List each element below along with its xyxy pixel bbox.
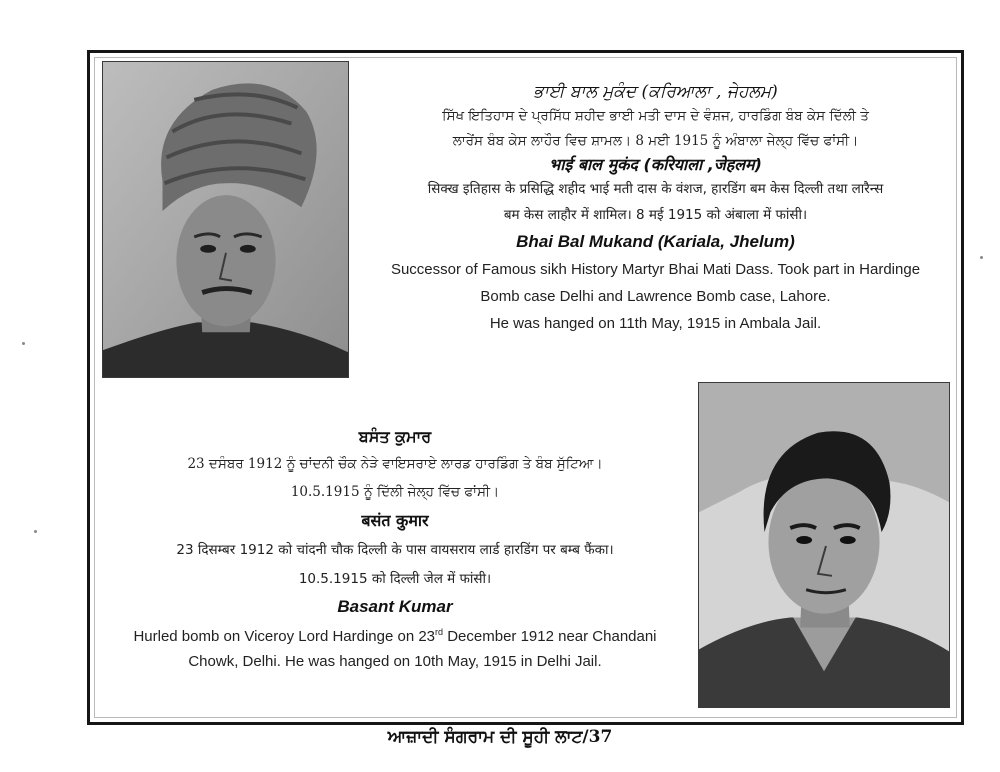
english-line: Successor of Famous sikh History Martyr Bhai Mati Dass. Took part in Hardinge	[390, 261, 921, 278]
entry-basant-kumar	[100, 424, 690, 674]
hindi-line: बम केस लाहौर में शामिल। 8 मई 1915 को अंबाला में फांसी।	[503, 207, 808, 223]
english-line: Bomb case Delhi and Lawrence Bomb case, Lahore.	[480, 288, 831, 305]
punjabi-title: ਬਸੰਤ ਕੁਮਾਰ	[358, 427, 432, 446]
english-line	[100, 620, 690, 649]
hindi-line: 23 दिसम्बर 1912 को चांदनी चौक दिल्ली के पास वायसराय लार्ड हारडिंग पर बम्ब फैंका।	[176, 542, 614, 558]
ordinal-suffix: rd	[435, 627, 444, 637]
english-line-text: December 1912 near Chandani	[443, 628, 657, 645]
page-footer: ਆਜ਼ਾਦੀ ਸੰਗਰਾਮ ਦੀ ਸੂਹੀ ਲਾਟ/37	[387, 727, 613, 747]
hindi-title: भाई बाल मुकंद (करियाला ,जेहलम)	[549, 155, 762, 174]
hindi-title: बसंत कुमार	[361, 511, 429, 530]
english-title: Bhai Bal Mukand (Kariala, Jhelum)	[516, 232, 795, 251]
punjabi-line: 10.5.1915 ਨੂੰ ਦਿੱਲੀ ਜੇਲ੍ਹ ਵਿੱਚ ਫਾਂਸੀ।	[290, 484, 500, 500]
portrait-bhai-bal-mukand	[102, 61, 349, 378]
punjabi-line: 23 ਦਸੰਬਰ 1912 ਨੂੰ ਚਾਂਦਨੀ ਚੌਕ ਨੇੜੇ ਵਾਇਸਰਾਏ ਲਾਰਡ ਹਾਰਡਿੰਗ ਤੇ ਬੰਬ ਸੁੱਟਿਆ।	[187, 456, 603, 472]
english-line: Chowk, Delhi. He was hanged on 10th May, 1915 in Delhi Jail.	[188, 653, 602, 670]
english-line-text: Hurled bomb on Viceroy Lord Hardinge on 23	[133, 628, 436, 645]
hindi-line: सिक्ख इतिहास के प्रसिद्धि शहीद भाई मती दास के वंशज, हारडिंग बम केस दिल्ली तथा लारैन्स	[427, 181, 884, 197]
english-line: He was hanged on 11th May, 1915 in Ambala Jail.	[489, 315, 822, 332]
punjabi-line: ਲਾਰੇਂਸ ਬੰਬ ਕੇਸ ਲਾਹੌਰ ਵਿਚ ਸ਼ਾਮਲ। 8 ਮਈ 1915 ਨੂੰ ਅੰਬਾਲਾ ਜੇਲ੍ਹ ਵਿੱਚ ਫਾਂਸੀ।	[452, 133, 859, 149]
english-title: Basant Kumar	[337, 597, 453, 616]
hindi-line: 10.5.1915 को दिल्ली जेल में फांसी।	[298, 571, 492, 587]
scan-speck	[22, 342, 25, 345]
scan-speck	[34, 530, 37, 533]
punjabi-line: ਸਿੱਖ ਇਤਿਹਾਸ ਦੇ ਪ੍ਰਸਿੱਧ ਸ਼ਹੀਦ ਭਾਈ ਮਤੀ ਦਾਸ ਦੇ ਵੰਸ਼ਜ, ਹਾਰਡਿੰਗ ਬੰਬ ਕੇਸ ਦਿੱਲੀ ਤੇ	[442, 108, 869, 124]
punjabi-title: ਭਾਈ ਬਾਲ ਮੁਕੰਦ (ਕਰਿਆਲਾ , ਜੇਹਲਮ)	[533, 82, 778, 102]
scan-speck	[980, 256, 983, 259]
entry-bhai-bal-mukand	[358, 80, 953, 337]
portrait-basant-kumar	[698, 382, 950, 708]
